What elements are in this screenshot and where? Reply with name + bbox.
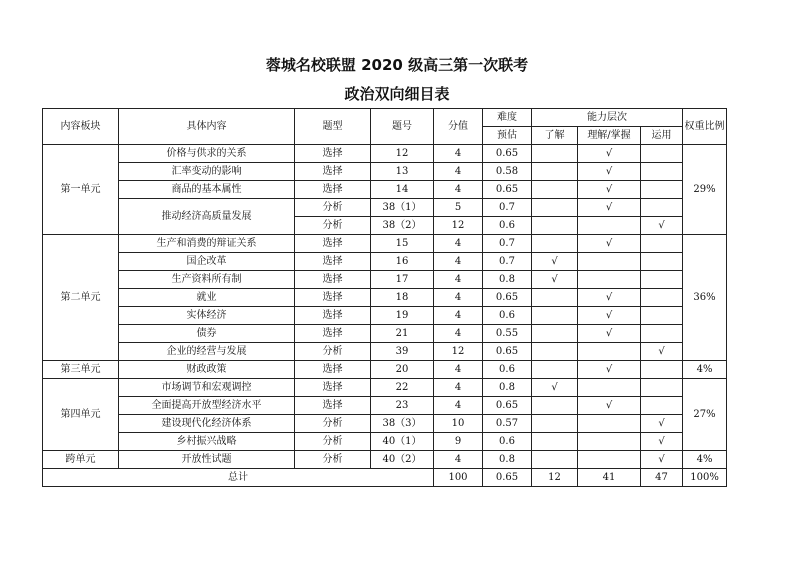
table-row xyxy=(43,163,727,181)
type-cell: 分析 xyxy=(295,451,371,469)
type-cell: 选择 xyxy=(295,379,371,397)
apply-cell xyxy=(641,163,683,181)
total-weight: 100% xyxy=(683,469,727,487)
understand-cell xyxy=(532,289,578,307)
score-cell: 4 xyxy=(434,325,483,343)
content-cell: 商品的基本属性 xyxy=(119,181,295,199)
total-understand: 12 xyxy=(532,469,578,487)
difficulty-cell: 0.6 xyxy=(483,361,532,379)
content-cell: 国企改革 xyxy=(119,253,295,271)
content-cell: 市场调节和宏观调控 xyxy=(119,379,295,397)
table-row xyxy=(43,325,727,343)
score-cell: 4 xyxy=(434,289,483,307)
comprehend-cell: √ xyxy=(578,397,641,415)
score-cell: 4 xyxy=(434,361,483,379)
content-cell: 汇率变动的影响 xyxy=(119,163,295,181)
table-row xyxy=(43,451,727,469)
understand-cell xyxy=(532,217,578,235)
comprehend-cell xyxy=(578,433,641,451)
total-apply: 47 xyxy=(641,469,683,487)
table-row xyxy=(43,199,727,217)
number-cell: 38（1） xyxy=(371,199,434,217)
total-label: 总计 xyxy=(43,469,434,487)
number-cell: 14 xyxy=(371,181,434,199)
content-cell: 建设现代化经济体系 xyxy=(119,415,295,433)
total-row xyxy=(43,469,727,487)
header-weight: 权重比例 xyxy=(683,109,727,145)
table-row xyxy=(43,307,727,325)
type-cell: 选择 xyxy=(295,163,371,181)
apply-cell: √ xyxy=(641,217,683,235)
header-understand: 了解 xyxy=(532,127,578,145)
score-cell: 4 xyxy=(434,163,483,181)
difficulty-cell: 0.65 xyxy=(483,181,532,199)
apply-cell: √ xyxy=(641,343,683,361)
header-row-1 xyxy=(43,109,727,127)
apply-cell xyxy=(641,253,683,271)
score-cell: 12 xyxy=(434,217,483,235)
apply-cell: √ xyxy=(641,415,683,433)
section-cell: 第二单元 xyxy=(43,235,119,361)
table-row xyxy=(43,379,727,397)
comprehend-cell: √ xyxy=(578,181,641,199)
number-cell: 21 xyxy=(371,325,434,343)
understand-cell: √ xyxy=(532,271,578,289)
header-type: 题型 xyxy=(295,109,371,145)
comprehend-cell: √ xyxy=(578,145,641,163)
total-score: 100 xyxy=(434,469,483,487)
comprehend-cell: √ xyxy=(578,199,641,217)
content-cell: 全面提高开放型经济水平 xyxy=(119,397,295,415)
understand-cell xyxy=(532,451,578,469)
apply-cell xyxy=(641,271,683,289)
comprehend-cell xyxy=(578,271,641,289)
difficulty-cell: 0.7 xyxy=(483,235,532,253)
table-row xyxy=(43,181,727,199)
difficulty-cell: 0.65 xyxy=(483,343,532,361)
number-cell: 23 xyxy=(371,397,434,415)
number-cell: 38（3） xyxy=(371,415,434,433)
type-cell: 分析 xyxy=(295,343,371,361)
number-cell: 19 xyxy=(371,307,434,325)
comprehend-cell xyxy=(578,415,641,433)
header-comprehend: 理解/掌握 xyxy=(578,127,641,145)
header-score: 分值 xyxy=(434,109,483,145)
table-row xyxy=(43,361,727,379)
section-cell: 第三单元 xyxy=(43,361,119,379)
score-cell: 4 xyxy=(434,307,483,325)
number-cell: 39 xyxy=(371,343,434,361)
score-cell: 4 xyxy=(434,253,483,271)
type-cell: 分析 xyxy=(295,217,371,235)
content-cell: 生产和消费的辩证关系 xyxy=(119,235,295,253)
table-row xyxy=(43,433,727,451)
header-section: 内容板块 xyxy=(43,109,119,145)
type-cell: 选择 xyxy=(295,271,371,289)
difficulty-cell: 0.65 xyxy=(483,145,532,163)
content-cell: 价格与供求的关系 xyxy=(119,145,295,163)
score-cell: 4 xyxy=(434,379,483,397)
apply-cell xyxy=(641,379,683,397)
difficulty-cell: 0.8 xyxy=(483,451,532,469)
understand-cell xyxy=(532,181,578,199)
weight-cell: 36% xyxy=(683,235,727,361)
difficulty-cell: 0.8 xyxy=(483,271,532,289)
header-number: 题号 xyxy=(371,109,434,145)
header-difficulty: 难度 xyxy=(483,109,532,127)
understand-cell xyxy=(532,325,578,343)
content-cell: 开放性试题 xyxy=(119,451,295,469)
comprehend-cell: √ xyxy=(578,289,641,307)
understand-cell xyxy=(532,163,578,181)
content-cell: 企业的经营与发展 xyxy=(119,343,295,361)
total-comprehend: 41 xyxy=(578,469,641,487)
score-cell: 12 xyxy=(434,343,483,361)
understand-cell: √ xyxy=(532,379,578,397)
comprehend-cell xyxy=(578,343,641,361)
understand-cell xyxy=(532,235,578,253)
difficulty-cell: 0.58 xyxy=(483,163,532,181)
understand-cell xyxy=(532,415,578,433)
type-cell: 选择 xyxy=(295,181,371,199)
understand-cell xyxy=(532,199,578,217)
understand-cell xyxy=(532,343,578,361)
difficulty-cell: 0.65 xyxy=(483,289,532,307)
score-cell: 4 xyxy=(434,271,483,289)
apply-cell xyxy=(641,307,683,325)
type-cell: 选择 xyxy=(295,397,371,415)
table-row xyxy=(43,343,727,361)
number-cell: 40（2） xyxy=(371,451,434,469)
score-cell: 10 xyxy=(434,415,483,433)
understand-cell xyxy=(532,433,578,451)
content-cell: 财政政策 xyxy=(119,361,295,379)
type-cell: 分析 xyxy=(295,199,371,217)
comprehend-cell: √ xyxy=(578,163,641,181)
type-cell: 选择 xyxy=(295,253,371,271)
apply-cell xyxy=(641,145,683,163)
difficulty-cell: 0.65 xyxy=(483,397,532,415)
score-cell: 4 xyxy=(434,145,483,163)
table-row xyxy=(43,235,727,253)
number-cell: 13 xyxy=(371,163,434,181)
number-cell: 22 xyxy=(371,379,434,397)
section-cell: 第一单元 xyxy=(43,145,119,235)
total-difficulty: 0.65 xyxy=(483,469,532,487)
type-cell: 选择 xyxy=(295,307,371,325)
table-row xyxy=(43,145,727,163)
section-cell: 第四单元 xyxy=(43,379,119,451)
comprehend-cell: √ xyxy=(578,325,641,343)
type-cell: 分析 xyxy=(295,415,371,433)
type-cell: 选择 xyxy=(295,145,371,163)
comprehend-cell: √ xyxy=(578,307,641,325)
comprehend-cell xyxy=(578,253,641,271)
comprehend-cell: √ xyxy=(578,361,641,379)
content-cell: 债券 xyxy=(119,325,295,343)
weight-cell: 29% xyxy=(683,145,727,235)
content-cell: 生产资料所有制 xyxy=(119,271,295,289)
header-content: 具体内容 xyxy=(119,109,295,145)
comprehend-cell xyxy=(578,379,641,397)
difficulty-cell: 0.57 xyxy=(483,415,532,433)
header-estimate: 预估 xyxy=(483,127,532,145)
comprehend-cell: √ xyxy=(578,235,641,253)
apply-cell xyxy=(641,181,683,199)
type-cell: 选择 xyxy=(295,361,371,379)
number-cell: 16 xyxy=(371,253,434,271)
score-cell: 4 xyxy=(434,451,483,469)
header-apply: 运用 xyxy=(641,127,683,145)
difficulty-cell: 0.7 xyxy=(483,199,532,217)
score-cell: 5 xyxy=(434,199,483,217)
understand-cell: √ xyxy=(532,253,578,271)
spec-table xyxy=(42,108,727,487)
apply-cell xyxy=(641,361,683,379)
number-cell: 12 xyxy=(371,145,434,163)
weight-cell: 4% xyxy=(683,361,727,379)
type-cell: 分析 xyxy=(295,433,371,451)
number-cell: 40（1） xyxy=(371,433,434,451)
weight-cell: 27% xyxy=(683,379,727,451)
content-cell: 推动经济高质量发展 xyxy=(119,199,295,235)
type-cell: 选择 xyxy=(295,235,371,253)
type-cell: 选择 xyxy=(295,325,371,343)
number-cell: 38（2） xyxy=(371,217,434,235)
number-cell: 20 xyxy=(371,361,434,379)
section-cell: 跨单元 xyxy=(43,451,119,469)
score-cell: 4 xyxy=(434,235,483,253)
type-cell: 选择 xyxy=(295,289,371,307)
difficulty-cell: 0.6 xyxy=(483,217,532,235)
apply-cell: √ xyxy=(641,451,683,469)
content-cell: 就业 xyxy=(119,289,295,307)
header-ability: 能力层次 xyxy=(532,109,683,127)
content-cell: 乡村振兴战略 xyxy=(119,433,295,451)
score-cell: 4 xyxy=(434,397,483,415)
number-cell: 18 xyxy=(371,289,434,307)
understand-cell xyxy=(532,361,578,379)
number-cell: 17 xyxy=(371,271,434,289)
number-cell: 15 xyxy=(371,235,434,253)
weight-cell: 4% xyxy=(683,451,727,469)
apply-cell xyxy=(641,325,683,343)
apply-cell xyxy=(641,289,683,307)
table-row xyxy=(43,397,727,415)
table-row xyxy=(43,253,727,271)
difficulty-cell: 0.55 xyxy=(483,325,532,343)
understand-cell xyxy=(532,397,578,415)
document-subtitle: 政治双向细目表 xyxy=(344,85,450,103)
apply-cell xyxy=(641,397,683,415)
difficulty-cell: 0.6 xyxy=(483,307,532,325)
comprehend-cell xyxy=(578,217,641,235)
apply-cell xyxy=(641,199,683,217)
table-row xyxy=(43,415,727,433)
understand-cell xyxy=(532,145,578,163)
table-row xyxy=(43,271,727,289)
understand-cell xyxy=(532,307,578,325)
comprehend-cell xyxy=(578,451,641,469)
score-cell: 9 xyxy=(434,433,483,451)
content-cell: 实体经济 xyxy=(119,307,295,325)
table-row xyxy=(43,289,727,307)
apply-cell xyxy=(641,235,683,253)
difficulty-cell: 0.8 xyxy=(483,379,532,397)
document-title: 蓉城名校联盟 2020 级高三第一次联考 xyxy=(265,56,529,74)
difficulty-cell: 0.7 xyxy=(483,253,532,271)
difficulty-cell: 0.6 xyxy=(483,433,532,451)
apply-cell: √ xyxy=(641,433,683,451)
score-cell: 4 xyxy=(434,181,483,199)
